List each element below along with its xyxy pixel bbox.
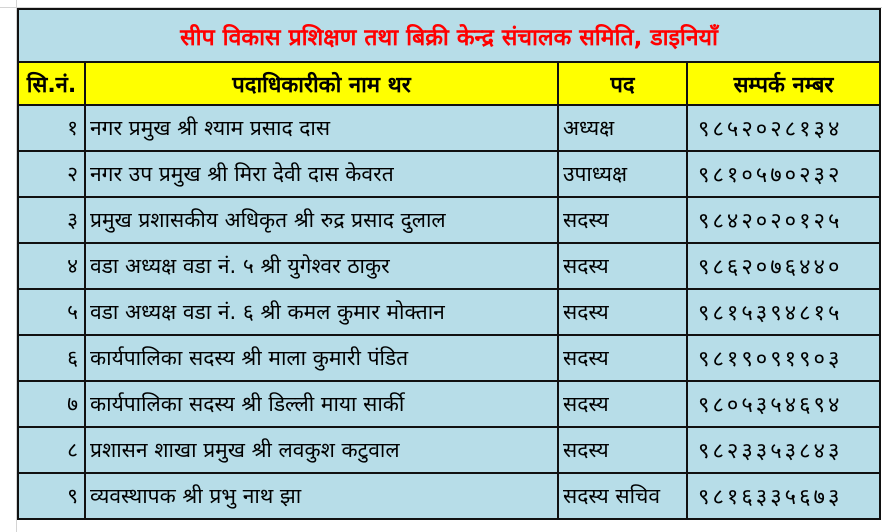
cell-serial[interactable]: ९ — [18, 473, 85, 519]
header-row — [18, 62, 880, 105]
cell-post[interactable]: सदस्य — [558, 335, 687, 381]
header-name[interactable]: पदाधिकारीको नाम थर — [85, 62, 558, 105]
cell-serial[interactable]: २ — [18, 151, 85, 197]
table-row — [18, 105, 880, 151]
cell-serial[interactable]: १ — [18, 105, 85, 151]
cell-phone[interactable]: ९८१६३३५६७३ — [687, 473, 880, 519]
table-row — [18, 197, 880, 243]
cell-serial[interactable]: ५ — [18, 289, 85, 335]
committee-table — [17, 8, 881, 520]
cell-name[interactable]: कार्यपालिका सदस्य श्री डिल्ली माया सार्की — [85, 381, 558, 427]
cell-serial[interactable]: ३ — [18, 197, 85, 243]
cell-phone[interactable]: ९८१९०९१९०३ — [687, 335, 880, 381]
cell-serial[interactable]: ८ — [18, 427, 85, 473]
cell-post[interactable]: सदस्य — [558, 427, 687, 473]
cell-post[interactable]: सदस्य सचिव — [558, 473, 687, 519]
table-row — [18, 427, 880, 473]
table-row — [18, 289, 880, 335]
table-row — [18, 381, 880, 427]
cell-post[interactable]: उपाध्यक्ष — [558, 151, 687, 197]
cell-name[interactable]: प्रमुख प्रशासकीय अधिकृत श्री रुद्र प्रसाद दुलाल — [85, 197, 558, 243]
table-row — [18, 243, 880, 289]
cell-post[interactable]: अध्यक्ष — [558, 105, 687, 151]
title-row — [18, 9, 880, 62]
cell-name[interactable]: वडा अध्यक्ष वडा नं. ५ श्री युगेश्वर ठाकुर — [85, 243, 558, 289]
cell-post[interactable]: सदस्य — [558, 197, 687, 243]
header-serial[interactable]: सि.नं. — [18, 62, 85, 105]
table-row — [18, 151, 880, 197]
cell-phone[interactable]: ९८४२०२०१२५ — [687, 197, 880, 243]
table-row — [18, 335, 880, 381]
cell-phone[interactable]: ९८०५३५४६९४ — [687, 381, 880, 427]
cell-name[interactable]: व्यवस्थापक श्री प्रभु नाथ झा — [85, 473, 558, 519]
cell-name[interactable]: नगर उप प्रमुख श्री मिरा देवी दास केवरत — [85, 151, 558, 197]
cell-phone[interactable]: ९८१०५७०२३२ — [687, 151, 880, 197]
cell-name[interactable]: प्रशासन शाखा प्रमुख श्री लवकुश कटुवाल — [85, 427, 558, 473]
table-title[interactable]: सीप विकास प्रशिक्षण तथा बिक्री केन्द्र संचालक समिति, डाइनियाँ — [18, 9, 880, 62]
cell-phone[interactable]: ९८२३३५३८४३ — [687, 427, 880, 473]
cell-post[interactable]: सदस्य — [558, 289, 687, 335]
cell-phone[interactable]: ९८५२०२८१३४ — [687, 105, 880, 151]
cell-name[interactable]: वडा अध्यक्ष वडा नं. ६ श्री कमल कुमार मोक्तान — [85, 289, 558, 335]
table-row — [18, 473, 880, 519]
header-post[interactable]: पद — [558, 62, 687, 105]
cell-phone[interactable]: ९८१५३९४८१५ — [687, 289, 880, 335]
cell-name[interactable]: नगर प्रमुख श्री श्याम प्रसाद दास — [85, 105, 558, 151]
cell-serial[interactable]: ७ — [18, 381, 85, 427]
cell-serial[interactable]: ६ — [18, 335, 85, 381]
cell-post[interactable]: सदस्य — [558, 243, 687, 289]
header-phone[interactable]: सम्पर्क नम्बर — [687, 62, 880, 105]
cell-name[interactable]: कार्यपालिका सदस्य श्री माला कुमारी पंडित — [85, 335, 558, 381]
cell-post[interactable]: सदस्य — [558, 381, 687, 427]
cell-serial[interactable]: ४ — [18, 243, 85, 289]
cell-phone[interactable]: ९८६२०७६४४० — [687, 243, 880, 289]
